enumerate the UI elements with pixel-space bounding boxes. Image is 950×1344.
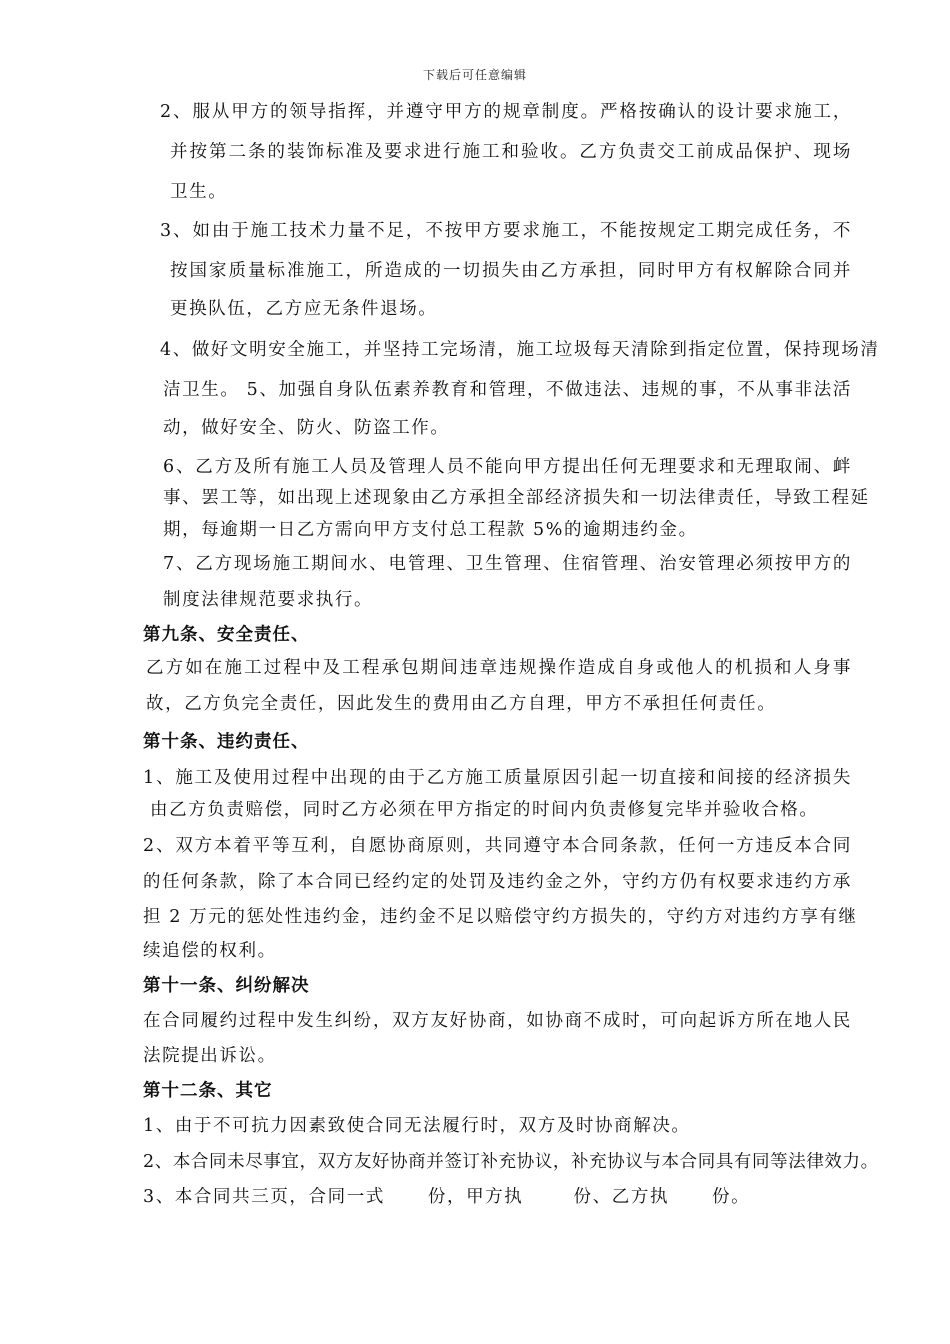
paragraph-line: 按国家质量标准施工，所造成的一切损失由乙方承担，同时甲方有权解除合同并 (170, 261, 852, 281)
article-heading: 第九条、安全责任、 (143, 625, 310, 645)
paragraph-line: 1、由于不可抗力因素致使合同无法履行时，双方及时协商解决。 (143, 1116, 691, 1136)
article-heading: 第十一条、纠纷解决 (143, 976, 310, 996)
paragraph-line: 事、罢工等，如出现上述现象由乙方承担全部经济损失和一切法律责任，导致工程延 (163, 488, 870, 508)
article-heading: 第十二条、其它 (143, 1081, 273, 1101)
paragraph-line: 3、本合同共三页，合同一式 份，甲方执 份、乙方执 份。 (143, 1187, 751, 1207)
paragraph-line: 4、做好文明安全施工，并坚持工完场清，施工垃圾每天清除到指定位置，保持现场清 (160, 340, 880, 360)
paragraph-line: 3、如由于施工技术力量不足，不按甲方要求施工，不能按规定工期完成任务，不 (160, 221, 852, 241)
paragraph-line: 更换队伍，乙方应无条件退场。 (170, 299, 438, 319)
paragraph-line: 并按第二条的装饰标准及要求进行施工和验收。乙方负责交工前成品保护、现场 (170, 142, 852, 162)
paragraph-line: 6、乙方及所有施工人员及管理人员不能向甲方提出任何无理要求和无理取闹、衅 (163, 457, 852, 477)
paragraph-line: 故，乙方负完全责任，因此发生的费用由乙方自理，甲方不承担任何责任。 (146, 694, 777, 714)
paragraph-line: 动，做好安全、防火、防盗工作。 (163, 418, 450, 438)
paragraph-line: 2、双方本着平等互利，自愿协商原则，共同遵守本合同条款，任何一方违反本合同 (143, 836, 852, 856)
paragraph-line: 1、施工及使用过程中出现的由于乙方施工质量原因引起一切直接和间接的经济损失 (143, 768, 852, 788)
article-heading: 第十条、违约责任、 (143, 732, 310, 752)
paragraph-line: 7、乙方现场施工期间水、电管理、卫生管理、住宿管理、治安管理必须按甲方的 (163, 554, 852, 574)
paragraph-line: 2、本合同未尽事宜，双方友好协商并签订补充协议，补充协议与本合同具有同等法律效力。 (143, 1152, 879, 1172)
paragraph-line: 续追偿的权利。 (143, 941, 277, 961)
paragraph-line: 2、服从甲方的领导指挥，并遵守甲方的规章制度。严格按确认的设计要求施工， (160, 102, 852, 122)
paragraph-line: 在合同履约过程中发生纠纷，双方友好协商，如协商不成时，可向起诉方所在地人民 (143, 1011, 852, 1031)
paragraph-line: 乙方如在施工过程中及工程承包期间违章违规操作造成自身或他人的机损和人身事 (146, 658, 852, 678)
page-header: 下载后可任意编辑 (422, 68, 527, 82)
paragraph-line: 制度法律规范要求执行。 (163, 590, 374, 610)
paragraph-line: 卫生。 (170, 182, 228, 202)
paragraph-line: 的任何条款，除了本合同已经约定的处罚及违约金之外，守约方仍有权要求违约方承 (143, 872, 852, 892)
paragraph-line: 洁卫生。 5、加强自身队伍素养教育和管理，不做违法、违规的事，不从事非法活 (163, 380, 852, 400)
paragraph-line: 法院提出诉讼。 (143, 1046, 277, 1066)
paragraph-line: 由乙方负责赔偿，同时乙方必须在甲方指定的时间内负责修复完毕并验收合格。 (150, 800, 819, 820)
paragraph-line: 担 2 万元的惩处性违约金，违约金不足以赔偿守约方损失的，守约方对违约方享有继 (143, 907, 858, 927)
paragraph-line: 期，每逾期一日乙方需向甲方支付总工程款 5%的逾期违约金。 (163, 520, 698, 540)
